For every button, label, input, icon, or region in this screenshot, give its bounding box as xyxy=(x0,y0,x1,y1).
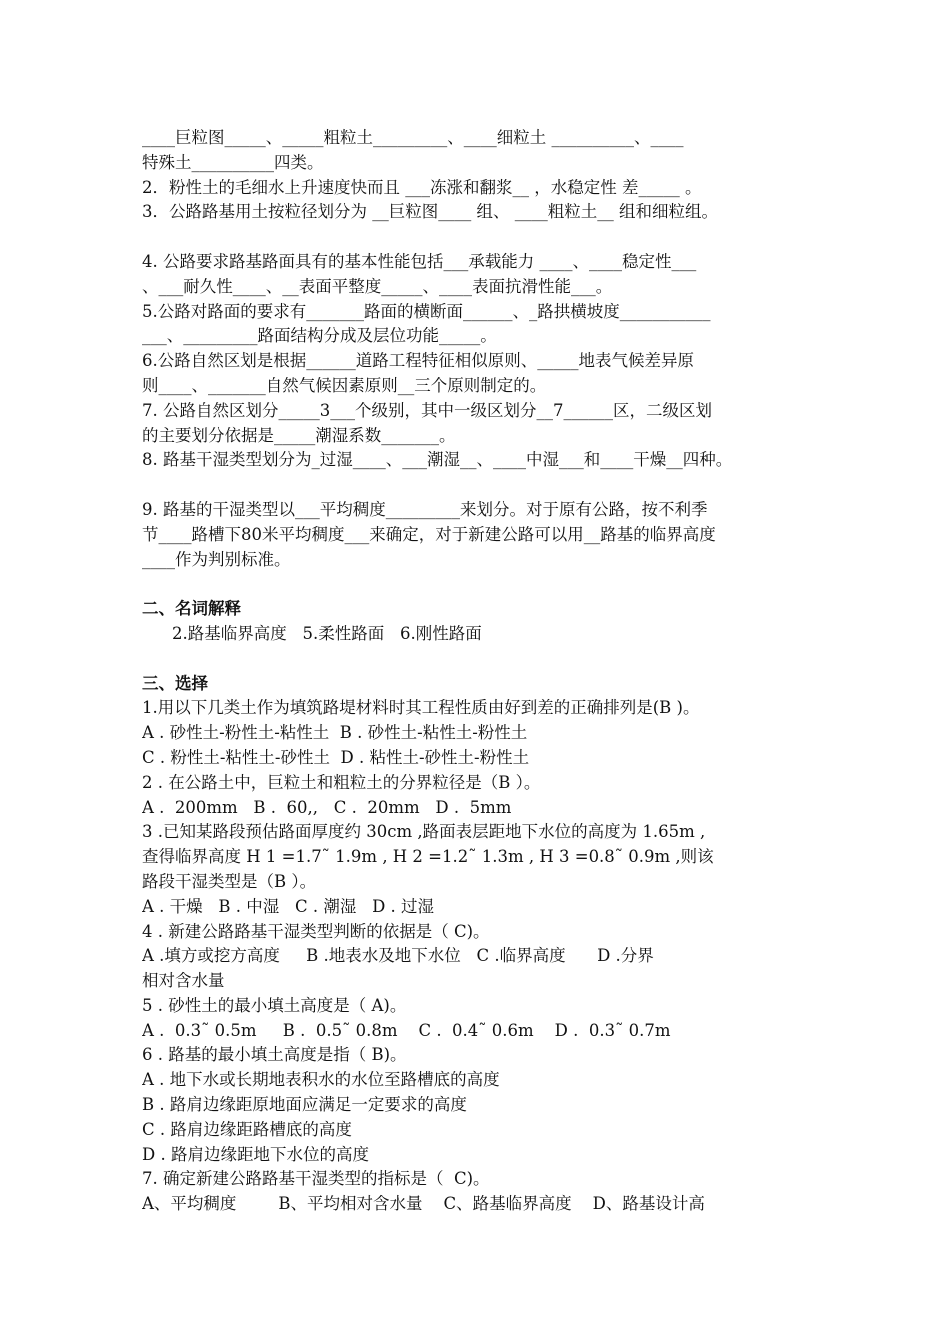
text-line: 7. 公路自然区划分_____3___个级别，其中一级区划分__7______区，二级区划 xyxy=(142,400,712,420)
choice-line: 6 . 路基的最小填土高度是指（ B)。 xyxy=(142,1045,407,1065)
text-line: 、___耐久性____、__表面平整度_____、____表面抗滑性能___。 xyxy=(142,276,613,296)
section-heading: 三、选择 xyxy=(142,673,208,693)
choice-line: A . 地下水或长期地表积水的水位至路槽底的高度 xyxy=(142,1070,500,1090)
choice-line: 5 . 砂性土的最小填土高度是（ A)。 xyxy=(142,995,407,1015)
choice-line: 相对含水量 xyxy=(142,971,225,991)
text-line: ____作为判别标准。 xyxy=(142,549,291,569)
terms-list: 2.路基临界高度 5.柔性路面 6.刚性路面 xyxy=(172,623,482,643)
terms-section xyxy=(142,597,822,647)
text-line: 则____、_______自然气候因素原则__三个原则制定的。 xyxy=(142,375,547,395)
section-heading: 二、名词解释 xyxy=(142,599,241,619)
blank-line xyxy=(142,647,822,672)
text-line: 4. 公路要求路基路面具有的基本性能包括___承载能力 ____、____稳定性___ xyxy=(142,251,697,271)
text-line: 2．粉性土的毛细水上升速度快而且 ___冻涨和翻浆__ ，水稳定性 差_____ 。 xyxy=(142,177,702,197)
choice-line: 1.用以下几类土作为填筑路堤材料时其工程性质由好到差的正确排列是(B )。 xyxy=(142,698,700,718)
blank-line xyxy=(142,572,822,597)
choice-line: A . 0.3˜ 0.5m B . 0.5˜ 0.8m C . 0.4˜ 0.6m D . 0.3˜ 0.7m xyxy=(142,1020,671,1040)
choice-line: B . 路肩边缘距原地面应满足一定要求的高度 xyxy=(142,1095,467,1115)
text-line: ___、_________路面结构分成及层位功能_____。 xyxy=(142,326,497,346)
blank-line xyxy=(142,225,822,250)
choice-line: 3 .已知某路段预估路面厚度约 30cm ,路面表层距地下水位的高度为 1.65m , xyxy=(142,822,706,842)
choice-line: 查得临界高度 H 1 =1.7˜ 1.9m , H 2 =1.2˜ 1.3m , H 3 =0.8˜ 0.9m ,则该 xyxy=(142,847,714,867)
text-line: 9. 路基的干湿类型以___平均稠度_________来划分。对于原有公路，按不利季 xyxy=(142,499,708,519)
text-line: 8. 路基干湿类型划分为_过湿____、___潮湿__、____中湿___和____干燥__四种。 xyxy=(142,450,733,470)
choice-line: 2 . 在公路土中，巨粒土和粗粒土的分界粒径是（B ）。 xyxy=(142,772,541,792)
choice-line: C . 粉性土-粘性土-砂性土 D . 粘性土-砂性土-粉性土 xyxy=(142,747,530,767)
choice-line: A . 砂性土-粉性土-粘性土 B . 砂性土-粘性土-粉性土 xyxy=(142,723,528,743)
choice-section xyxy=(142,672,822,1218)
text-line: 的主要划分依据是_____潮湿系数_______。 xyxy=(142,425,456,445)
text-line: 5.公路对路面的要求有_______路面的横断面______、_路拱横坡度___________ xyxy=(142,301,711,321)
document-body xyxy=(142,126,822,1217)
text-line: 节____路槽下80米平均稠度___来确定，对于新建公路可以用__路基的临界高度 xyxy=(142,524,716,544)
blank-line xyxy=(142,473,822,498)
text-line: 6.公路自然区划是根据______道路工程特征相似原则、_____地表气候差异原 xyxy=(142,351,694,371)
choice-line: A . 200mm B . 60,, C . 20mm D . 5mm xyxy=(142,797,512,817)
choice-line: 4 . 新建公路路基干湿类型判断的依据是（ C)。 xyxy=(142,921,490,941)
choice-line: D . 路肩边缘距地下水位的高度 xyxy=(142,1144,369,1164)
fill-blank-section xyxy=(142,126,822,572)
choice-line: A .填方或挖方高度 B .地表水及地下水位 C .临界高度 D .分界 xyxy=(142,946,654,966)
choice-line: 7. 确定新建公路路基干湿类型的指标是（ C)。 xyxy=(142,1169,490,1189)
text-line: 特殊土__________四类。 xyxy=(142,152,324,172)
text-line: 3．公路路基用土按粒径划分为 __巨粒图____ 组、 ____粗粒土__ 组和细粒组。 xyxy=(142,202,718,222)
choice-line: A . 干燥 B . 中湿 C . 潮湿 D . 过湿 xyxy=(142,896,435,916)
choice-line: A、平均稠度 B、平均相对含水量 C、路基临界高度 D、路基设计高 xyxy=(142,1194,705,1214)
text-line: ____巨粒图_____、_____粗粒土_________、____细粒土 __________、____ xyxy=(142,128,684,147)
choice-line: C . 路肩边缘距路槽底的高度 xyxy=(142,1119,352,1139)
choice-line: 路段干湿类型是（B ）。 xyxy=(142,871,317,891)
